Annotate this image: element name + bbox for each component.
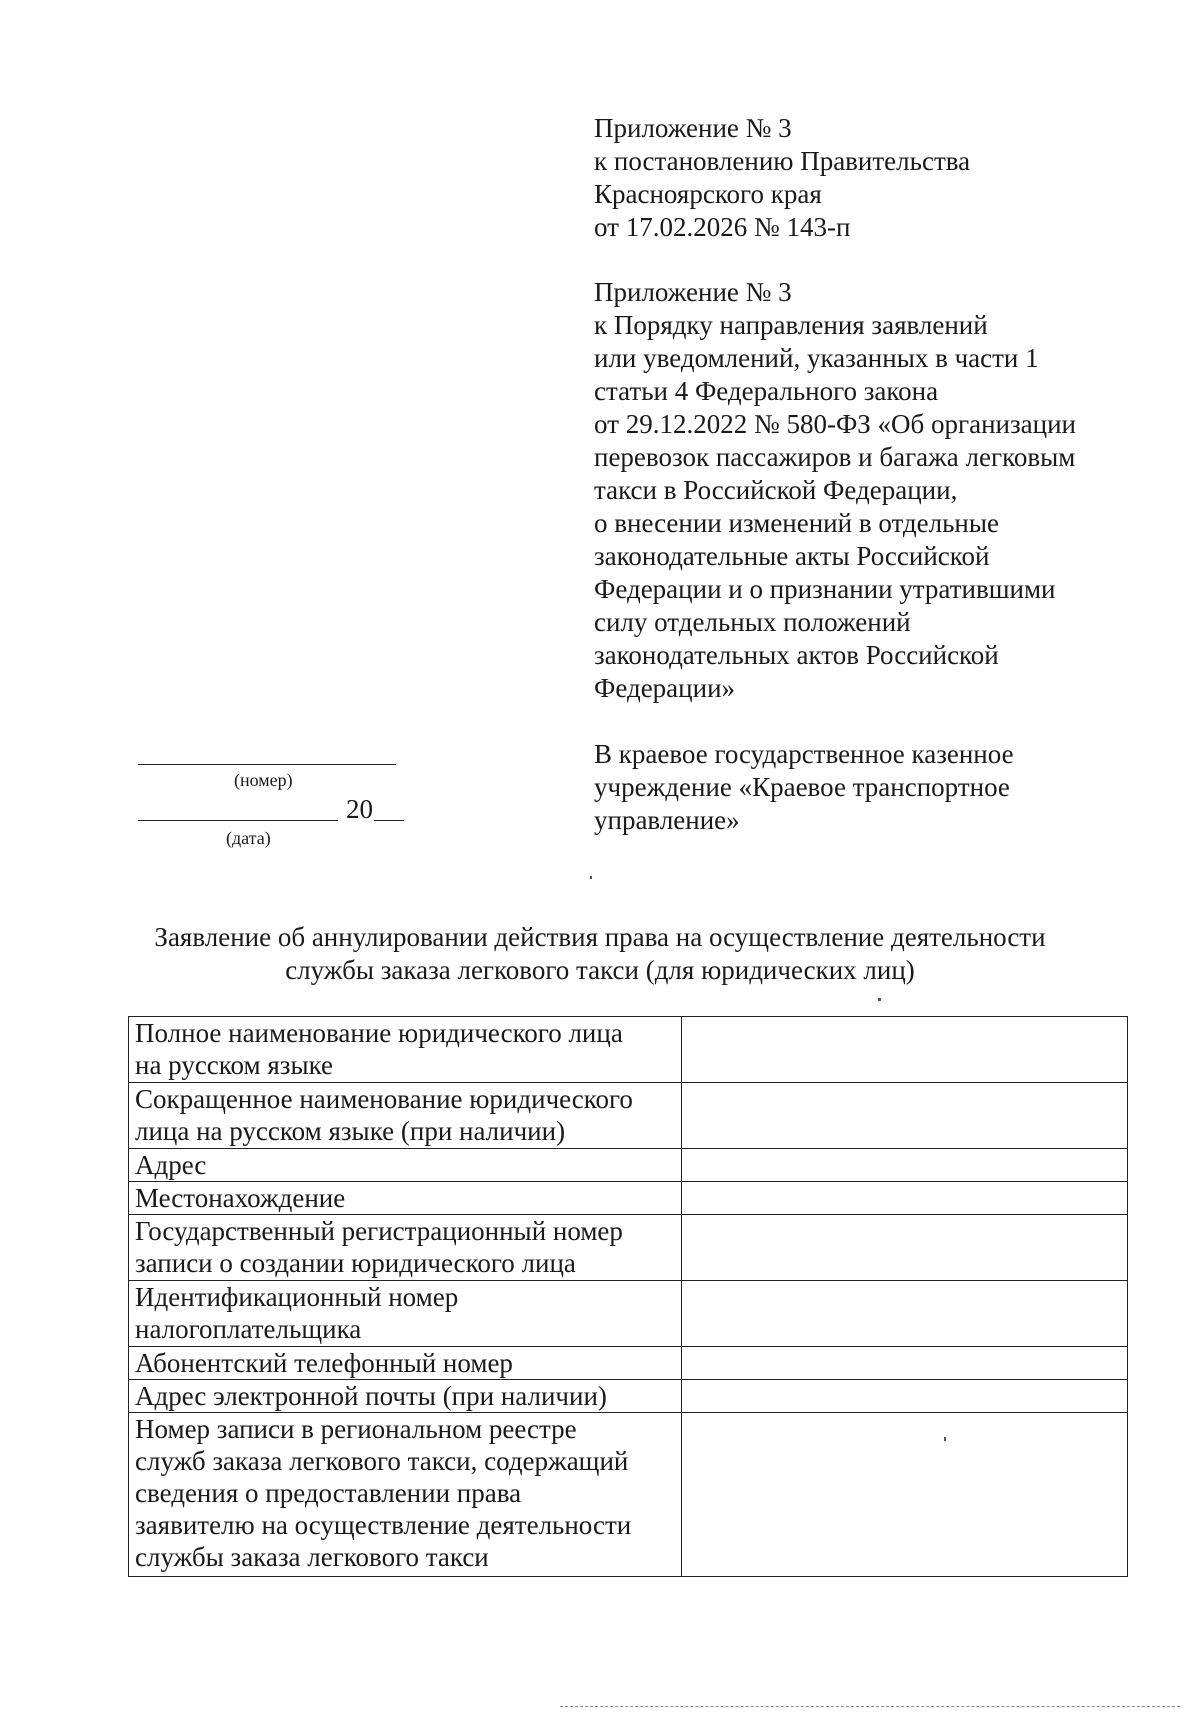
label-line: Местонахождение (135, 1183, 346, 1213)
annex-line: Красноярского края (594, 179, 822, 209)
field-label (129, 1281, 682, 1347)
table-row (129, 1182, 1128, 1215)
annex-header-resolution (594, 112, 1154, 244)
annex-line: законодательных актов Российской (594, 640, 999, 670)
field-value-cell[interactable] (681, 1083, 1127, 1149)
table-row (129, 1215, 1128, 1281)
field-label (129, 1380, 682, 1413)
scan-speck (590, 876, 592, 879)
year-prefix: 20 (346, 794, 373, 824)
table-row (129, 1083, 1128, 1149)
annex-line: такси в Российской Федерации, (594, 475, 958, 505)
label-line: служб заказа легкового такси, содержащий (135, 1446, 629, 1476)
field-label (129, 1215, 682, 1281)
label-line: Идентификационный номер (135, 1282, 459, 1312)
recipient-line: учреждение «Краевое транспортное (594, 772, 1010, 802)
recipient-line: управление» (594, 805, 740, 835)
annex-line: силу отдельных положений (594, 607, 911, 637)
annex-line: Приложение № 3 (594, 113, 792, 143)
annex-header-procedure (594, 276, 1154, 705)
annex-line: Федерации и о признании утратившими (594, 574, 1056, 604)
annex-line: или уведомлений, указанных в части 1 (594, 343, 1039, 373)
number-underline (138, 764, 396, 765)
application-form-table (128, 1016, 1128, 1577)
year-underline (374, 820, 404, 821)
annex-line: Приложение № 3 (594, 277, 792, 307)
scan-speck (944, 1437, 946, 1441)
field-value-cell[interactable] (681, 1413, 1127, 1577)
field-label (129, 1017, 682, 1083)
label-line: Абонентский телефонный номер (135, 1348, 513, 1378)
date-underline (138, 820, 338, 821)
annex-line: от 29.12.2022 № 580-ФЗ «Об организации (594, 409, 1076, 439)
bottom-scan-edge (560, 1706, 1180, 1707)
field-label (129, 1149, 682, 1182)
date-caption: (дата) (226, 828, 271, 848)
label-line: службы заказа легкового такси (135, 1542, 489, 1572)
annex-line: от 17.02.2026 № 143-п (594, 212, 851, 242)
title-line: службы заказа легкового такси (для юридических лиц) (285, 955, 915, 985)
field-label (129, 1347, 682, 1380)
label-line: Номер записи в региональном реестре (135, 1414, 577, 1444)
field-label (129, 1182, 682, 1215)
annex-line: к Порядку направления заявлений (594, 310, 988, 340)
table-row (129, 1380, 1128, 1413)
annex-line: о внесении изменений в отдельные (594, 508, 999, 538)
number-caption: (номер) (234, 770, 293, 790)
label-line: Полное наименование юридического лица (135, 1018, 623, 1048)
scan-speck (878, 998, 881, 1001)
recipient-block (594, 738, 1154, 837)
field-value-cell[interactable] (681, 1215, 1127, 1281)
annex-line: статьи 4 Федерального закона (594, 376, 939, 406)
annex-line: перевозок пассажиров и багажа легковым (594, 442, 1076, 472)
label-line: Адрес (135, 1150, 207, 1180)
field-label (129, 1413, 682, 1577)
document-title (100, 921, 1100, 987)
label-line: заявителю на осуществление деятельности (135, 1510, 632, 1540)
label-line: Адрес электронной почты (при наличии) (135, 1381, 607, 1411)
field-value-cell[interactable] (681, 1017, 1127, 1083)
label-line: Государственный регистрационный номер (135, 1216, 623, 1246)
field-label (129, 1083, 682, 1149)
table-row (129, 1149, 1128, 1182)
label-line: на русском языке (135, 1050, 334, 1080)
label-line: лица на русском языке (при наличии) (135, 1116, 566, 1146)
recipient-line: В краевое государственное казенное (594, 739, 1014, 769)
table-row (129, 1017, 1128, 1083)
table-row (129, 1281, 1128, 1347)
field-value-cell[interactable] (681, 1347, 1127, 1380)
label-line: налогоплательщика (135, 1314, 362, 1344)
field-value-cell[interactable] (681, 1281, 1127, 1347)
title-line: Заявление об аннулировании действия права на осуществление деятельности (154, 922, 1046, 952)
label-line: сведения о предоставлении права (135, 1478, 522, 1508)
field-value-cell[interactable] (681, 1149, 1127, 1182)
table-row (129, 1347, 1128, 1380)
label-line: записи о создании юридического лица (135, 1248, 576, 1278)
label-line: Сокращенное наименование юридического (135, 1084, 633, 1114)
field-value-cell[interactable] (681, 1182, 1127, 1215)
field-value-cell[interactable] (681, 1380, 1127, 1413)
annex-line: к постановлению Правительства (594, 146, 971, 176)
annex-line: Федерации» (594, 673, 736, 703)
table-row (129, 1413, 1128, 1577)
annex-line: законодательные акты Российской (594, 541, 990, 571)
